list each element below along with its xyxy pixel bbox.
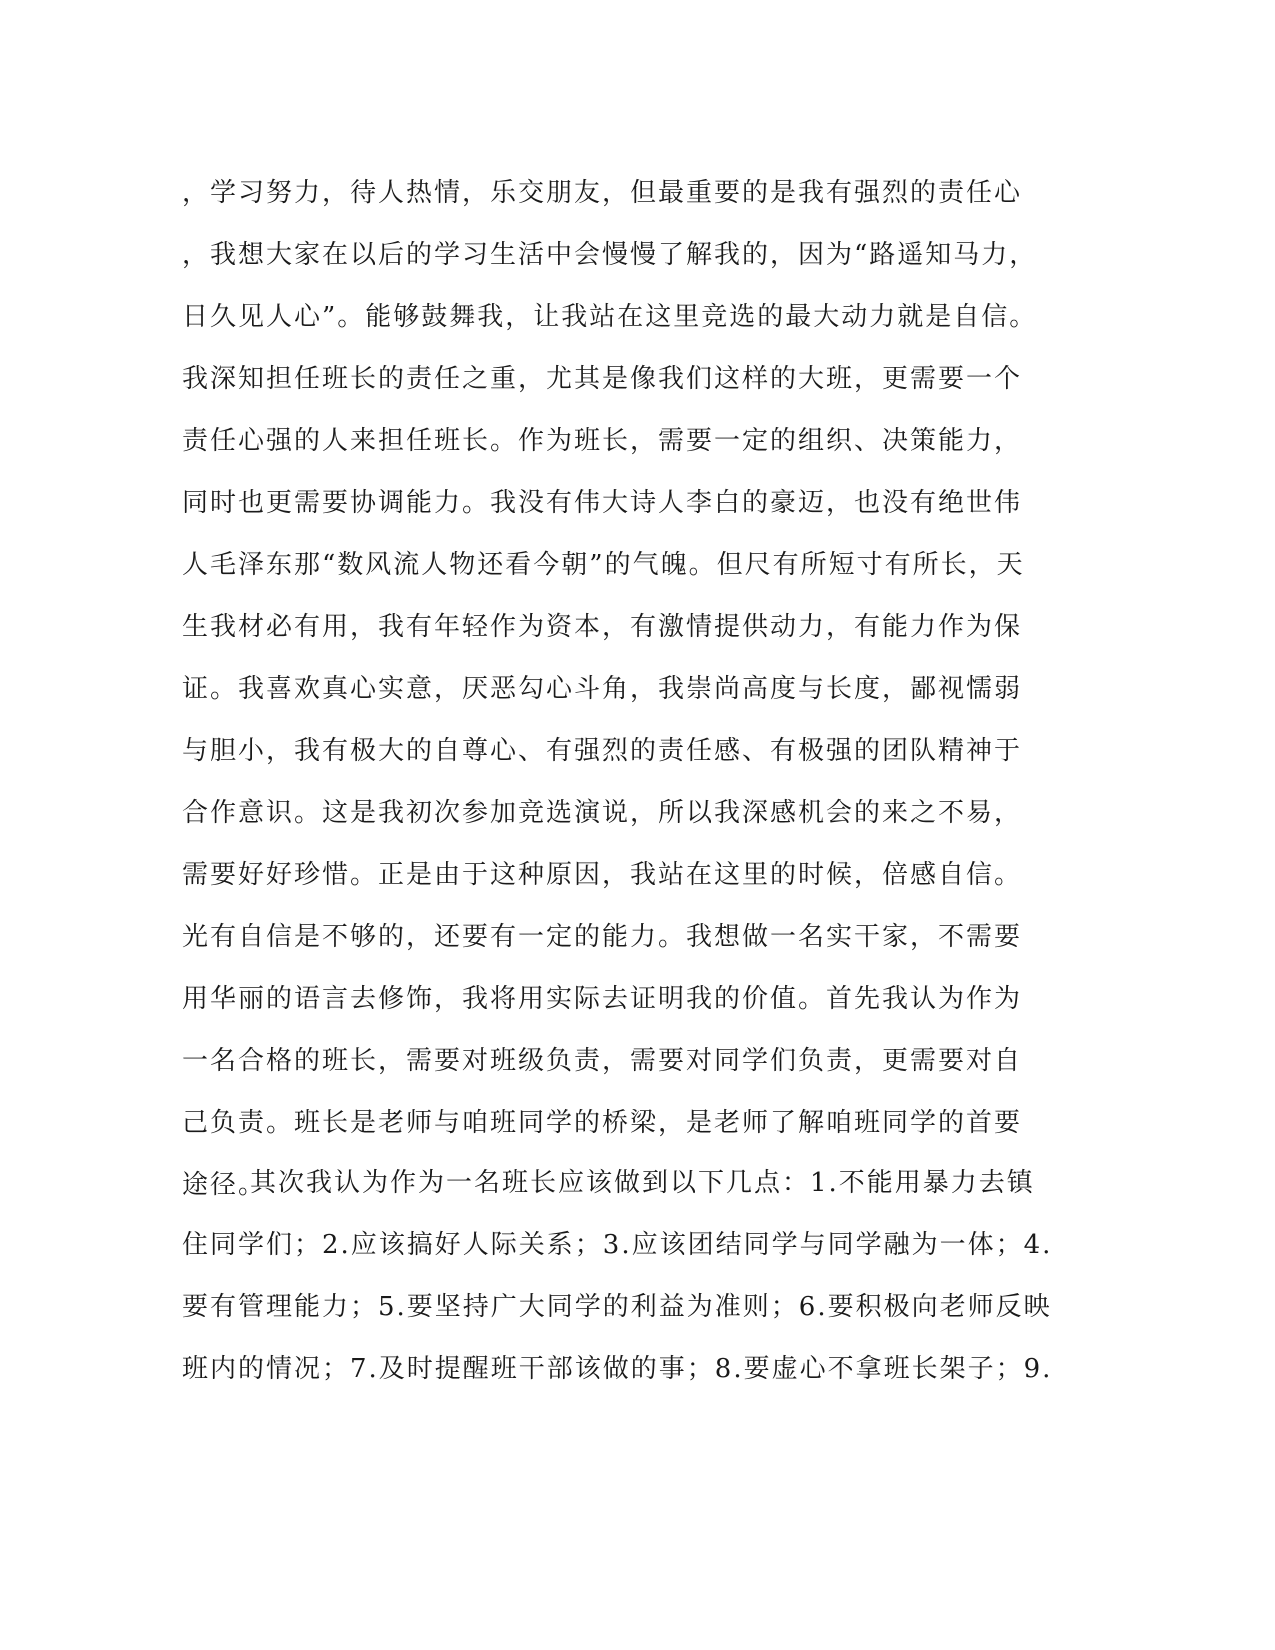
text-line: 日久见人心”。能够鼓舞我，让我站在这里竞选的最大动力就是自信。 [182,302,1038,332]
text-line: 合作意识。这是我初次参加竞选演说，所以我深感机会的来之不易， [182,798,1023,828]
text-line: 其次我认为作为一名班长应该做到以下几点：1.不能用暴力去镇 [250,1168,1035,1198]
text-line: 我深知担任班长的责任之重，尤其是像我们这样的大班，更需要一个 [182,364,1023,394]
text-line: 责任心强的人来担任班长。作为班长，需要一定的组织、决策能力， [182,426,1023,456]
text-line: 与胆小，我有极大的自尊心、有强烈的责任感、有极强的团队精神于 [182,736,1023,766]
text-line: 用华丽的语言去修饰，我将用实际去证明我的价值。首先我认为作为 [182,984,1023,1014]
text-line: 途径。 [182,1170,267,1200]
body-paragraph-1 [182,162,1042,1216]
text-line: 班内的情况；7.及时提醒班干部该做的事；8.要虚心不拿班长架子；9. [182,1354,1053,1384]
text-line: 要有管理能力；5.要坚持广大同学的利益为准则；6.要积极向老师反映 [182,1292,1052,1322]
text-line: 光有自信是不够的，还要有一定的能力。我想做一名实干家，不需要 [182,922,1023,952]
text-line: 证。我喜欢真心实意，厌恶勾心斗角，我崇尚高度与长度，鄙视懦弱 [182,674,1023,704]
text-line: 人毛泽东那“数风流人物还看今朝”的气魄。但尺有所短寸有所长，天 [182,550,1025,580]
text-line: 同时也更需要协调能力。我没有伟大诗人李白的豪迈，也没有绝世伟 [182,488,1023,518]
text-line: ，我想大家在以后的学习生活中会慢慢了解我的，因为“路遥知马力， [182,240,1038,270]
text-line: 一名合格的班长，需要对班级负责，需要对同学们负责，更需要对自 [182,1046,1023,1076]
text-line: 生我材必有用，我有年轻作为资本，有激情提供动力，有能力作为保 [182,612,1023,642]
text-line: 己负责。班长是老师与咱班同学的桥梁，是老师了解咱班同学的首要 [182,1108,1023,1138]
text-line: ，学习努力，待人热情，乐交朋友，但最重要的是我有强烈的责任心 [182,178,1023,208]
text-line: 需要好好珍惜。正是由于这种原因，我站在这里的时候，倍感自信。 [182,860,1023,890]
text-line: 住同学们；2.应该搞好人际关系；3.应该团结同学与同学融为一体；4. [182,1230,1053,1260]
body-paragraph-2 [182,1152,1053,1400]
